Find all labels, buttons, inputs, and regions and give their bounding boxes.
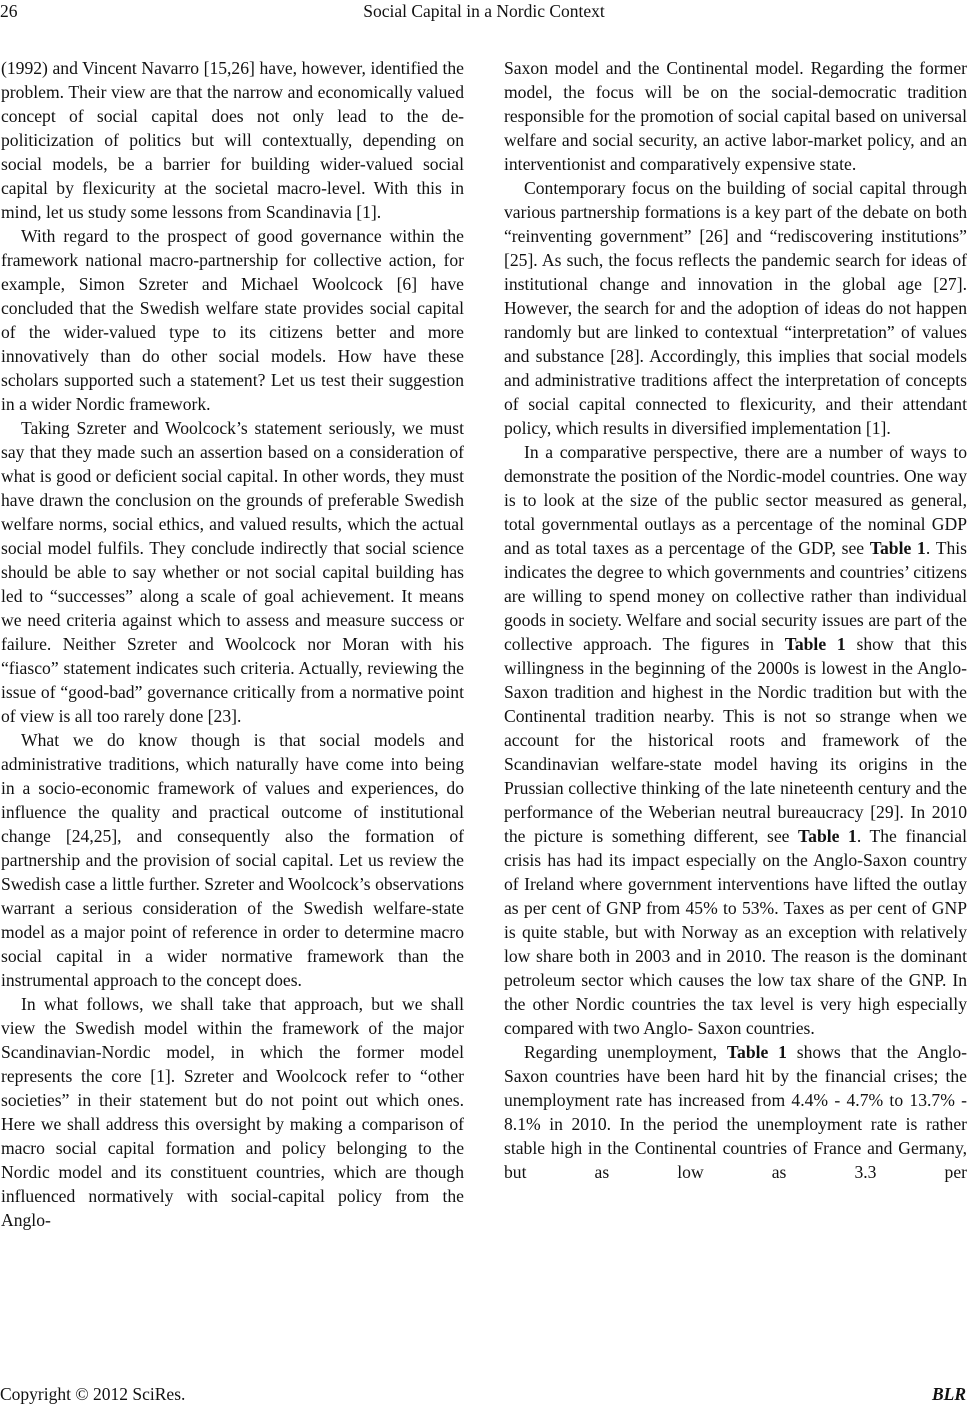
text-segment: shows that the Anglo-Saxon countries have been hard hit by the financial crises; the unemployment rate has increased from 4.4% - 4.7% to 13.7% - 8.1% in 2010. In the period the unemployment rate is rather stable high in the Continental countries of France and Germany, but as low as 3.3 per <box>504 1042 968 1182</box>
table-reference-link[interactable]: Table 1 <box>784 634 846 654</box>
table-reference-link[interactable]: Table 1 <box>869 538 926 558</box>
paragraph: With regard to the prospect of good governance within the framework national macro-partnership for collective action, for example, Simon Szreter and Michael Woolcock [6] have concluded that the Swedish welfare state provides social capital of the wider-valued type to its citizens better and more innovatively than do other social models. How have these scholars supported such a statement? Let us test their suggestion in a wider Nordic framework. <box>1 226 464 414</box>
text-segment: show that this willingness in the beginning of the 2000s is lowest in the Anglo-Saxon tradition and highest in the Nordic tradition but with the Continental tradition nearby. This is not so strange when we account for the historical roots and framework of the Scandinavian welfare-state model having its origins in the Prussian collective thinking of the late nineteenth century and the performance of the Weberian neutral bureaucracy [29]. In 2010 the picture is something different, see <box>504 634 968 846</box>
paragraph <box>504 176 967 440</box>
text-segment: Saxon model and the Continental model. Regarding the former model, the focus will be on the social-democratic tradition responsible for the promotion of social capital based on universal welfare and social security, an active labor-market policy, and an interventionist and comparatively expensive state. <box>504 58 967 174</box>
paragraph <box>504 56 967 176</box>
text-segment: In a comparative perspective, there are a number of ways to demonstrate the position of the Nordic-model countries. One way is to look at the size of the public sector measured as general, total governmental outlays as a percentage of the nominal GDP and as total taxes as a percentage of the GDP, see <box>504 442 967 558</box>
text-segment: . The financial crisis has had its impact especially on the Anglo-Saxon country of Ireland where government interventions have lifted the outlay as per cent of GNP from 45% to 53%. Taxes as per cent of GNP is quite stable, but with Norway as an exception with relatively low share both in 2003 and in 2010. The reason is the dominant petroleum sector which causes the low tax share of the GNP. In the other Nordic countries the tax level is very high especially compared with two Anglo- Saxon countries. <box>504 826 968 1038</box>
running-title: Social Capital in a Nordic Context <box>363 1 605 21</box>
copyright-notice: Copyright © 2012 SciRes. <box>0 1384 186 1404</box>
right-column <box>504 56 967 1184</box>
table-reference-link[interactable]: Table 1 <box>726 1042 787 1062</box>
text-segment: Contemporary focus on the building of social capital through various partnership formations is a key part of the debate on both “reinventing government” [26] and “rediscovering institutions” [25]. As such, the focus reflects the pandemic search for ideas of institutional change and innovation in the global age [27]. However, the search for and the adoption of ideas do not happen randomly but are linked to contextual “interpretation” of values and substance [28]. Accordingly, this implies that social models and administrative traditions affect the interpretation of concepts of social capital connected to flexicurity, and their attendant policy, which results in diversified implementation [1]. <box>504 178 967 438</box>
paragraph: Taking Szreter and Woolcock’s statement seriously, we must say that they made such an assertion based on a consideration of what is good or deficient social capital. In other words, they must have drawn the conclusion on the grounds of preferable Swedish welfare norms, social ethics, and valued results, which the actual social model fulfils. They conclude indirectly that social science should be able to say whether or not social capital building has led to “successes” along a scale of goal achievement. It means we need criteria against which to assess and measure success or failure. Neither Szreter and Woolcock nor Moran with his “fiasco” statement indicates such criteria. Actually, reviewing the issue of “good-bad” governance critically from a normative point of view is all too rarely done [23]. <box>1 418 464 726</box>
journal-abbreviation: BLR <box>931 1384 966 1404</box>
paragraph <box>504 440 967 1040</box>
table-reference-link[interactable]: Table 1 <box>798 826 857 846</box>
running-header <box>0 0 968 24</box>
page-footer <box>0 1383 968 1405</box>
page-number: 26 <box>0 1 18 21</box>
paragraph: In what follows, we shall take that approach, but we shall view the Swedish model within the framework of the major Scandinavian-Nordic model, in which the former model represents the core [1]. Szreter and Woolcock refer to “other societies” in their statement but do not point out which ones. Here we shall address this oversight by making a comparison of macro social capital formation and policy belonging to the Nordic model and its constituent countries, which are though influenced normatively with social-capital policy from the Anglo- <box>1 994 464 1230</box>
text-segment: . This indicates the degree to which governments and countries’ citizens are willing to spend money on collective rather than individual goods in society. Welfare and social security issues are part of the collective approach. The figures in <box>504 538 967 654</box>
left-column <box>1 56 464 1232</box>
paragraph <box>504 1040 967 1184</box>
text-segment: Regarding unemployment, <box>524 1042 727 1062</box>
paragraph: What we do know though is that social models and administrative traditions, which naturally have come into being in a socio-economic framework of values and experiences, do influence the quality and practical outcome of institutional change [24,25], and consequently also the formation of partnership and the provision of social capital. Let us review the Swedish case a little further. Szreter and Woolcock’s observations warrant a serious consideration of the Swedish welfare-state model as a major point of reference in order to determine macro social capital in a wider normative framework than the instrumental approach to the concept does. <box>1 730 464 990</box>
paragraph: (1992) and Vincent Navarro [15,26] have, however, identified the problem. Their view are that the narrow and economically valued concept of social capital does not only lead to the de-politicization of politics but will contextually, depending on social models, be a barrier for building wider-valued social capital by flexicurity at the societal macro-level. With this in mind, let us study some lessons from Scandinavia [1]. <box>1 58 464 222</box>
